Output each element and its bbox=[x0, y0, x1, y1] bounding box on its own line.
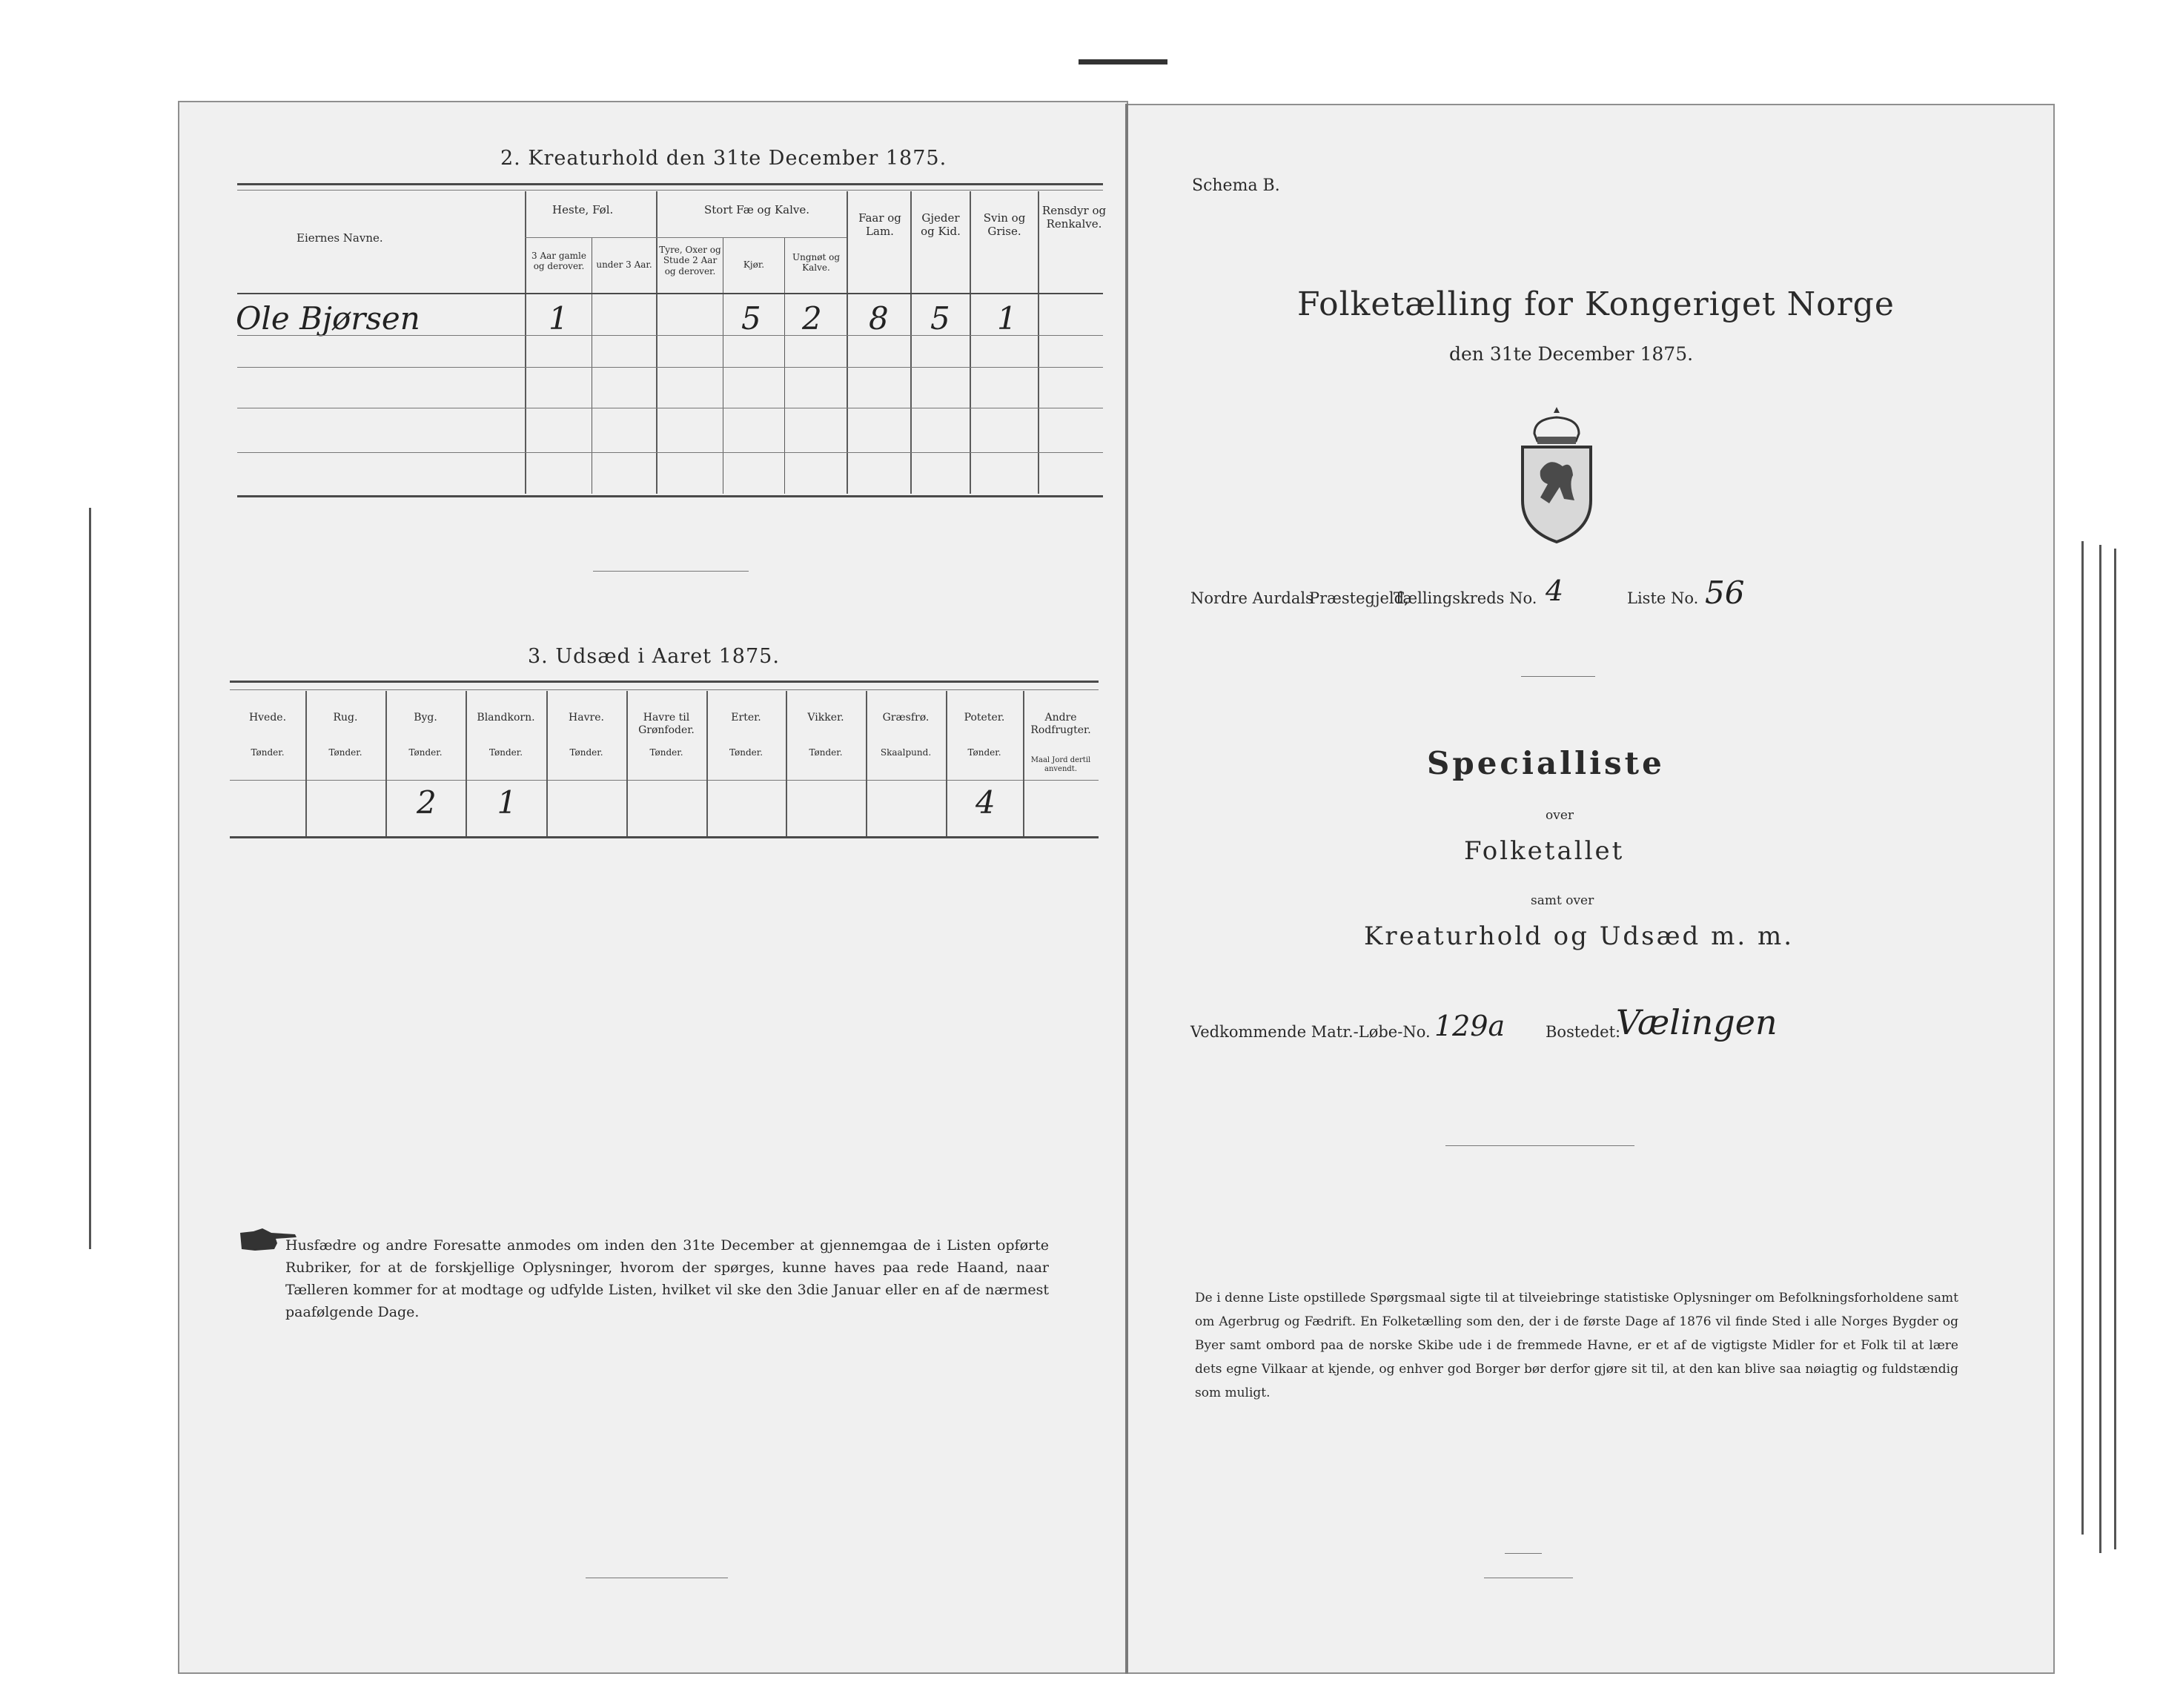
scan-edge-right-1 bbox=[2081, 541, 2084, 1535]
list-number: 56 bbox=[1705, 575, 1745, 611]
separator-rule bbox=[1521, 676, 1595, 677]
separator-rule bbox=[1445, 1145, 1634, 1146]
horses-group-header: Heste, Føl. bbox=[552, 203, 614, 216]
census-title: Folketælling for Kongeriget Norge bbox=[1297, 285, 1895, 323]
horses-old-value: 1 bbox=[549, 300, 569, 337]
seed-col-header: Blandkorn. bbox=[477, 712, 535, 724]
section3-bottom-rule bbox=[230, 836, 1099, 838]
header-bottom-rule bbox=[237, 293, 1103, 294]
col-divider bbox=[910, 191, 912, 494]
bostedet-value: Vælingen bbox=[1616, 1002, 1778, 1042]
owner-name: Ole Bjørsen bbox=[236, 300, 420, 337]
bostedet-label: Bostedet: bbox=[1546, 1023, 1621, 1041]
section3-heading: 3. Udsæd i Aaret 1875. bbox=[528, 645, 780, 668]
seed-col-unit: Tønder. bbox=[967, 747, 1001, 758]
kreaturhold-label: Kreaturhold og Udsæd m. m. bbox=[1364, 921, 1795, 951]
seed-value: 1 bbox=[497, 784, 517, 821]
sheep-header: Faar og Lam. bbox=[858, 211, 901, 238]
section3-top-rule-thin bbox=[230, 689, 1099, 690]
left-page bbox=[178, 101, 1128, 1674]
pigs-value: 1 bbox=[997, 300, 1017, 337]
scan-edge-right-3 bbox=[2114, 549, 2116, 1549]
row-rule bbox=[237, 335, 1103, 336]
section3-top-rule bbox=[230, 681, 1099, 683]
col-divider bbox=[970, 191, 971, 494]
matr-label: Vedkommende Matr.-Løbe-No. bbox=[1190, 1023, 1431, 1041]
footnote-text: De i denne Liste opstillede Spørgsmaal sigte til at tilveiebringe statistiske Oplysninger om Befolkningsforholdene samt om Agerbrug og Fædrift. En Folketælling som den, der i de første Dage af 1876 vil finde Sted i alle Norges Bygder og Byer samt ombord paa de norske Skibe ude i de fremmede Havne, er et af de vigtigste Midler for et Folk til at lære dets egne Vilkaar at kjende, og enhver god Borger bør derfor gjøre sit til, at den kan blive saa nøiagtig og fuldstændig som muligt. bbox=[1195, 1291, 1958, 1400]
bulls-header: Tyre, Oxer og Stude 2 Aar og derover. bbox=[659, 245, 721, 277]
seed-col-header: Græsfrø. bbox=[882, 712, 930, 724]
right-page bbox=[1127, 104, 2055, 1674]
section3-header-rule bbox=[230, 780, 1099, 781]
seed-col-unit: Tønder. bbox=[328, 747, 362, 758]
goats-header: Gjeder og Kid. bbox=[921, 211, 961, 238]
schema-label: Schema B. bbox=[1192, 176, 1280, 195]
section2-heading: 2. Kreaturhold den 31te December 1875. bbox=[500, 147, 947, 170]
separator-rule bbox=[1505, 1553, 1542, 1554]
census-date: den 31te December 1875. bbox=[1449, 343, 1694, 365]
seed-value: 4 bbox=[975, 784, 996, 821]
row-rule bbox=[237, 367, 1103, 368]
seed-col-unit: Skaalpund. bbox=[880, 747, 932, 758]
col-divider bbox=[1038, 191, 1039, 494]
horses-young-header: under 3 Aar. bbox=[596, 259, 652, 270]
seed-col-header: Havre. bbox=[569, 712, 604, 724]
seed-col-header: Byg. bbox=[414, 712, 437, 724]
seed-col-unit: Tønder. bbox=[251, 747, 285, 758]
young-cattle-value: 2 bbox=[802, 300, 822, 337]
young-cattle-header: Ungnøt og Kalve. bbox=[792, 252, 841, 274]
seed-col-header: Erter. bbox=[731, 712, 761, 724]
pigs-header: Svin og Grise. bbox=[983, 211, 1026, 238]
scan-edge-left bbox=[89, 508, 91, 1249]
col-divider bbox=[847, 191, 848, 494]
subheader-rule bbox=[525, 237, 847, 238]
seed-col-header: Vikker. bbox=[807, 712, 844, 724]
folketallet-label: Folketallet bbox=[1464, 836, 1625, 866]
list-label: Liste No. bbox=[1627, 589, 1699, 607]
horses-old-header: 3 Aar gamle og derover. bbox=[531, 251, 586, 272]
seed-col-unit: Maal Jord dertil anvendt. bbox=[1030, 756, 1091, 773]
specialliste-title: Specialliste bbox=[1427, 745, 1665, 781]
seed-col-unit: Tønder. bbox=[649, 747, 683, 758]
cows-value: 5 bbox=[741, 300, 761, 337]
parish-label: Præstegjeld, bbox=[1309, 589, 1409, 607]
owner-header: Eiernes Navne. bbox=[297, 231, 383, 245]
goats-value: 5 bbox=[930, 300, 950, 337]
district-number: 4 bbox=[1546, 575, 1564, 607]
seed-col-unit: Tønder. bbox=[729, 747, 763, 758]
district-label: Tællingskreds No. bbox=[1394, 589, 1537, 607]
seed-col-unit: Tønder. bbox=[408, 747, 443, 758]
page-gutter bbox=[1125, 104, 1128, 1674]
matr-number: 129a bbox=[1434, 1010, 1505, 1042]
seed-col-header: Havre til Grønfoder. bbox=[638, 712, 695, 736]
sheep-value: 8 bbox=[869, 300, 889, 337]
reindeer-header: Rensdyr og Renkalve. bbox=[1041, 204, 1107, 231]
over-label: over bbox=[1546, 808, 1574, 823]
scan-marker-bar bbox=[1079, 59, 1167, 64]
seed-col-unit: Tønder. bbox=[569, 747, 603, 758]
samt-over-label: samt over bbox=[1531, 893, 1594, 908]
section2-top-rule-thin bbox=[237, 190, 1103, 191]
cattle-group-header: Stort Fæ og Kalve. bbox=[704, 203, 810, 216]
seed-col-header: Poteter. bbox=[964, 712, 1005, 724]
section2-top-rule bbox=[237, 183, 1103, 185]
seed-col-header: Hvede. bbox=[248, 712, 287, 724]
row-rule bbox=[237, 452, 1103, 453]
seed-col-unit: Tønder. bbox=[809, 747, 843, 758]
seed-value: 2 bbox=[417, 784, 437, 821]
col-divider bbox=[784, 237, 785, 494]
parish-name: Nordre Aurdals bbox=[1190, 589, 1314, 607]
separator-rule bbox=[593, 571, 749, 572]
cows-header: Kjør. bbox=[743, 259, 765, 270]
coat-of-arms-icon bbox=[1512, 404, 1601, 545]
scan-edge-right-2 bbox=[2099, 545, 2101, 1553]
seed-col-header: Rug. bbox=[333, 712, 358, 724]
section2-bottom-rule bbox=[237, 495, 1103, 497]
seed-col-header: Andre Rodfrugter. bbox=[1030, 712, 1091, 736]
seed-col-unit: Tønder. bbox=[488, 747, 523, 758]
notice-text: Husfædre og andre Foresatte anmodes om inden den 31te December at gjennemgaa de i Listen opførte Rubriker, for at de forskjellige Oplysninger, hvorom der spørges, kunne haves paa rede Haand, naar Tælleren kommer for at modtage og udfylde Listen, hvilket vil ske den 3die Januar eller en af de nærmest paafølgende Dage. bbox=[285, 1237, 1049, 1320]
